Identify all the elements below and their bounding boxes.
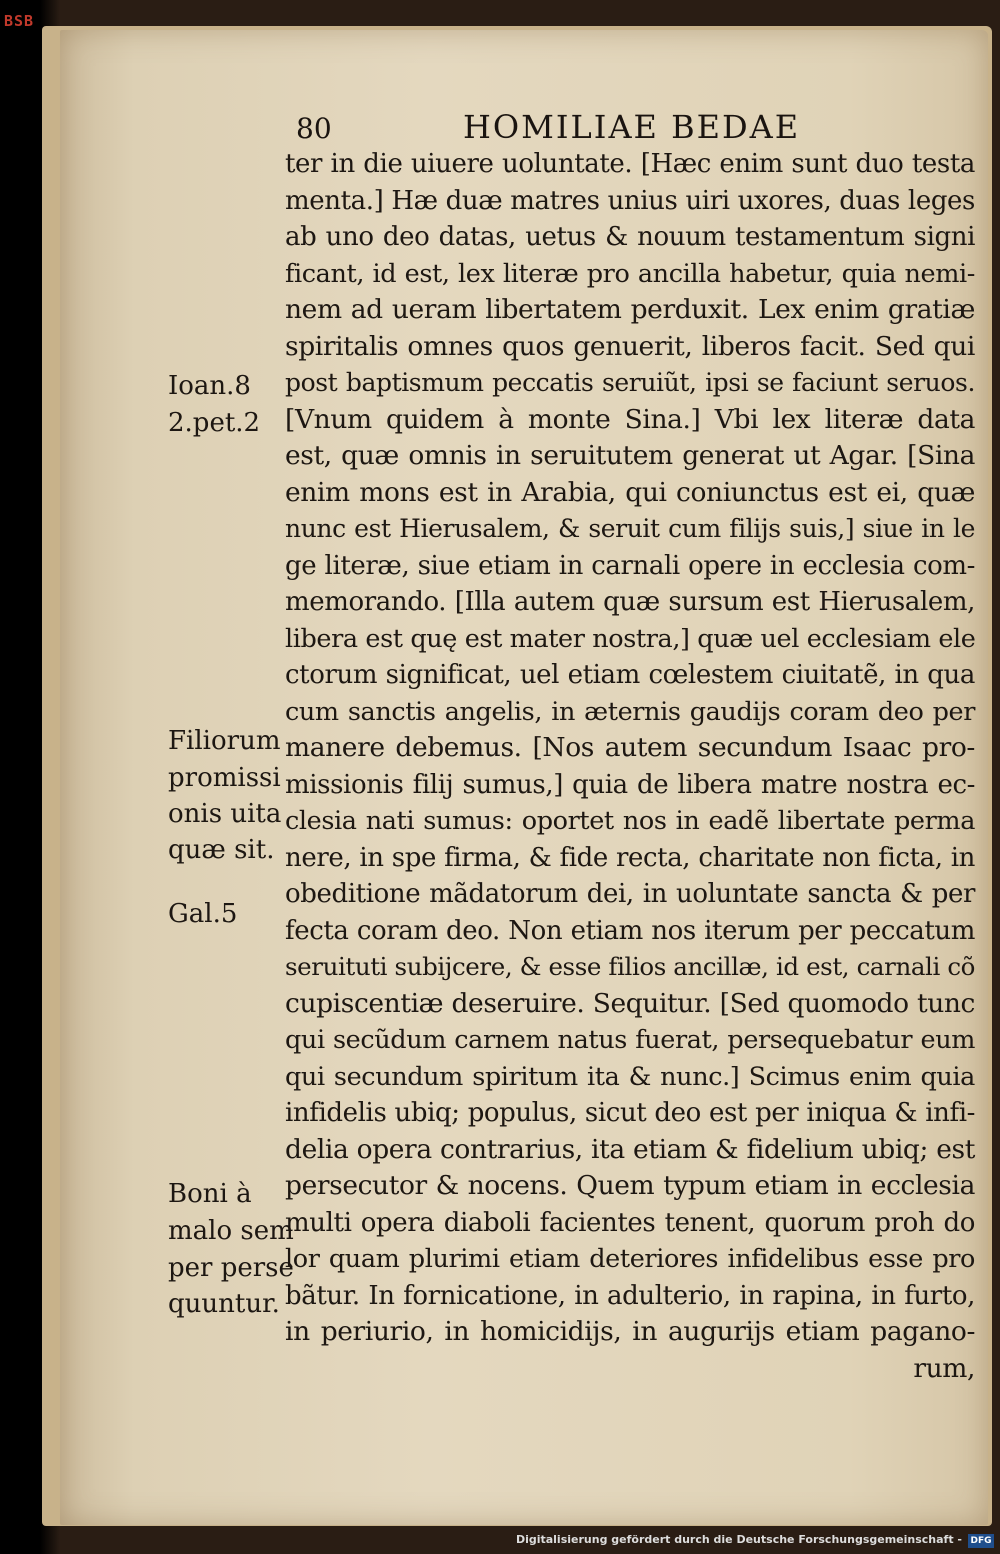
text-line: qui secundum spiritum ita & nunc.] Scimus enim quia (285, 1061, 975, 1092)
margin-note-gal: Gal.5 (168, 899, 238, 929)
library-logo: BSB (4, 12, 35, 30)
text-line: clesia nati sumus: oportet nos in eadẽ libertate perma (285, 806, 975, 836)
text-line: ficant, id est, lex literæ pro ancilla habetur, quia nemi- (285, 258, 975, 289)
margin-note-boni-3: per perse (168, 1253, 294, 1283)
text-line: memorando. [Illa autem quæ sursum est Hierusalem, (285, 587, 975, 617)
margin-note-boni-4: quuntur. (168, 1289, 280, 1319)
margin-note-filiorum-3: onis uita (168, 799, 282, 829)
text-line: est, quæ omnis in seruitutem generat ut Agar. [Sina (285, 440, 975, 471)
text-line: nem ad ueram libertatem perduxit. Lex enim gratiæ (285, 294, 975, 325)
text-line: menta.] Hæ duæ matres unius uiri uxores, duas leges (285, 185, 975, 216)
text-line: manere debemus. [Nos autem secundum Isaac pro- (285, 732, 975, 763)
text-line: lor quam plurimi etiam deteriores infidelibus esse pro (285, 1244, 975, 1274)
text-line: cum sanctis angelis, in æternis gaudijs coram deo per (285, 696, 975, 727)
text-line: post baptismum peccatis seruiũt, ipsi se faciunt seruos. (285, 368, 975, 397)
text-line: obeditione mãdatorum dei, in uoluntate sancta & per (285, 879, 975, 909)
margin-note-pet: 2.pet.2 (168, 408, 261, 438)
digitization-credit: Digitalisierung gefördert durch die Deutsche Forschungsgemeinschaft - (515, 1533, 962, 1546)
body-text (285, 146, 985, 1387)
text-line: infidelis ubiq; populus, sicut deo est per iniqua & infi- (285, 1098, 975, 1128)
text-line: missionis filij sumus,] quia de libera matre nostra ec- (285, 769, 975, 800)
text-line: seruituti subijcere, & esse filios ancillæ, id est, carnali cõ (285, 952, 975, 981)
dfg-logo: DFG (968, 1534, 994, 1548)
text-line: multi opera diaboli facientes tenent, quorum proh do (285, 1207, 975, 1238)
margin-note-filiorum-4: quæ sit. (168, 835, 275, 865)
text-line: [Vnum quidem à monte Sina.] Vbi lex literæ data (285, 403, 975, 435)
text-line: in periurio, in homicidijs, in augurijs etiam pagano- (285, 1316, 975, 1347)
text-line: nere, in spe firma, & fide recta, charitate non ficta, in (285, 842, 975, 873)
margin-note-ioan: Ioan.8 (168, 371, 251, 401)
text-line: cupiscentiæ deseruire. Sequitur. [Sed quomodo tunc (285, 987, 975, 1019)
page-number: 80 (296, 112, 332, 145)
margin-note-boni-1: Boni à (168, 1179, 252, 1209)
text-line: spiritalis omnes quos genuerit, liberos facit. Sed qui (285, 330, 975, 362)
text-line: bãtur. In fornicatione, in adulterio, in rapina, in furto, (285, 1280, 975, 1311)
text-line: libera est quę est mater nostra,] quæ uel ecclesiam ele (285, 623, 976, 654)
text-line: ter in die uiuere uoluntate. [Hæc enim sunt duo testa (285, 149, 975, 179)
text-line: persecutor & nocens. Quem typum etiam in ecclesia (285, 1170, 975, 1201)
margin-note-boni-2: malo sem (168, 1216, 294, 1246)
margin-note-filiorum-1: Filiorum (168, 726, 281, 756)
running-title: HOMILIAE BEDAE (463, 108, 801, 146)
text-line: ge literæ, siue etiam in carnali opere in ecclesia com- (285, 550, 975, 581)
text-line: ab uno deo datas, uetus & nouum testamentum signi (285, 222, 975, 252)
text-line: qui secũdum carnem natus fuerat, persequebatur eum (285, 1025, 975, 1055)
text-line: delia opera contrarius, ita etiam & fidelium ubiq; est (285, 1133, 975, 1165)
text-line: enim mons est in Arabia, qui coniunctus est ei, quæ (285, 476, 975, 508)
text-line: nunc est Hierusalem, & seruit cum filijs suis,] siue in le (285, 514, 975, 543)
text-line: ctorum significat, uel etiam cœlestem ciuitatẽ, in qua (285, 660, 975, 690)
margin-note-filiorum-2: promissi (168, 763, 281, 793)
catchword: rum, (913, 1352, 975, 1384)
text-line: fecta coram deo. Non etiam nos iterum per peccatum (285, 915, 975, 946)
